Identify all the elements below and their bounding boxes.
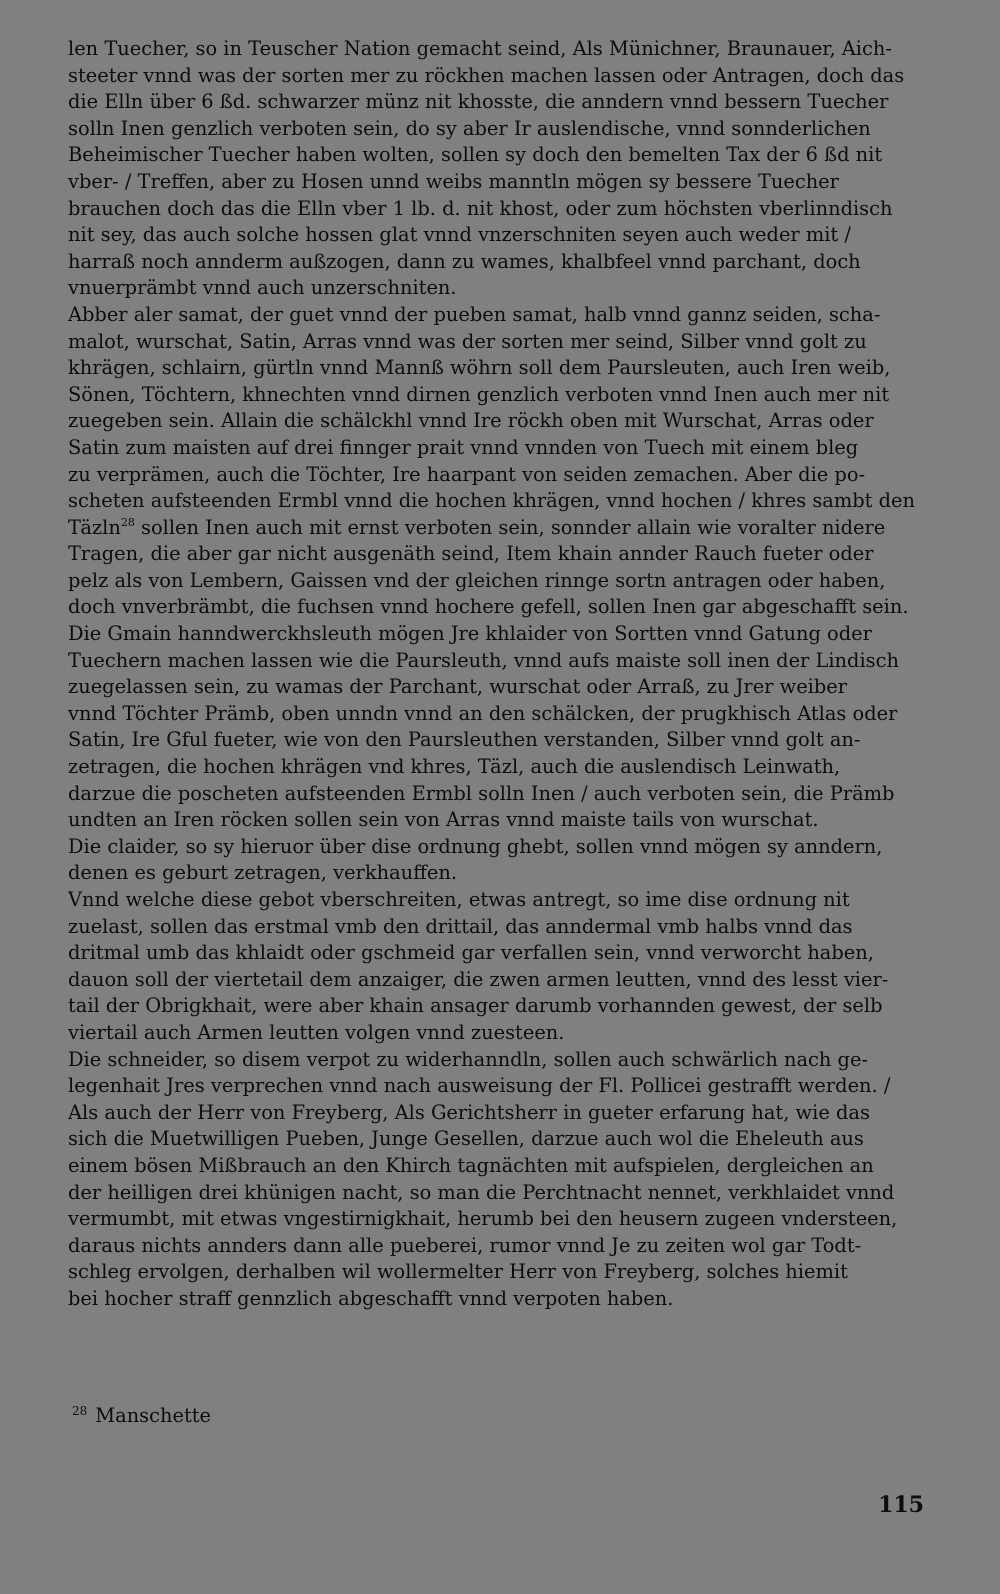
text-line: Tragen, die aber gar nicht ausgenäth seind, Item khain annder Rauch fueter oder xyxy=(68,542,874,566)
paragraph xyxy=(68,834,924,887)
text-line: die Elln über 6 ßd. schwarzer münz nit khosste, die anndern vnnd bessern Tuecher xyxy=(68,90,889,114)
text-line: malot, wurschat, Satin, Arras vnnd was der sorten mer seind, Silber vnnd golt zu xyxy=(68,329,867,353)
text-line: Als auch der Herr von Freyberg, Als Gerichtsherr in gueter erfarung hat, wie das xyxy=(68,1100,870,1124)
body-text xyxy=(68,36,924,1313)
footnote-ref: 28 xyxy=(120,515,135,529)
text-line: Sönen, Töchtern, khnechten vnnd dirnen genzlich verboten vnnd Inen auch mer nit xyxy=(68,382,890,406)
text-line: doch vnverbrämbt, die fuchsen vnnd hochere gefell, sollen Inen gar abgeschafft sein. xyxy=(68,595,909,619)
text-line: brauchen doch das die Elln vber 1 lb. d. nit khost, oder zum höchsten vberlinndisch xyxy=(68,196,893,220)
text-line: Satin, Ire Gful fueter, wie von den Paursleuthen verstanden, Silber vnnd golt an- xyxy=(68,728,861,752)
paragraph xyxy=(68,621,924,834)
text-line: steeter vnnd was der sorten mer zu röckhen machen lassen oder Antragen, doch das xyxy=(68,63,905,87)
text-line: len Tuecher, so in Teuscher Nation gemacht seind, Als Münichner, Braunauer, Aich- xyxy=(68,37,892,60)
text-line-with-footnote xyxy=(68,515,924,542)
text-line: vber- / Treffen, aber zu Hosen unnd weibs manntln mögen sy bessere Tuecher xyxy=(68,169,839,193)
text-line: undten an Iren röcken sollen sein von Arras vnnd maiste tails von wurschat. xyxy=(68,808,819,832)
text-line: Tuechern machen lassen wie die Paursleuth, vnnd aufs maiste soll inen der Lindisch xyxy=(68,648,899,672)
text-line: vermumbt, mit etwas vngestirnigkhait, herumb bei den heusern zugeen vndersteen, xyxy=(68,1207,898,1231)
text-line: zuegelassen sein, zu wamas der Parchant, wurschat oder Arraß, zu Jrer weiber xyxy=(68,675,848,699)
text-line: darzue die poscheten aufsteenden Ermbl solln Inen / auch verboten sein, die Prämb xyxy=(68,781,895,805)
text-line: Satin zum maisten auf drei finnger prait vnnd vnnden von Tuech mit einem bleg xyxy=(68,435,859,459)
text-line: Beheimischer Tuecher haben wolten, sollen sy doch den bemelten Tax der 6 ßd nit xyxy=(68,143,883,167)
text-segment: Täzln xyxy=(68,515,121,539)
text-line: daraus nichts annders dann alle pueberei, rumor vnnd Je zu zeiten wol gar Todt- xyxy=(68,1233,862,1257)
paragraph xyxy=(68,36,924,302)
text-line: der heilligen drei khünigen nacht, so man die Perchtnacht nennet, verkhlaidet vnnd xyxy=(68,1180,895,1204)
paragraph xyxy=(68,302,924,621)
page-number: 115 xyxy=(878,1492,924,1518)
text-line: vnnd Töchter Prämb, oben unndn vnnd an den schälcken, der prugkhisch Atlas oder xyxy=(68,701,898,725)
text-line: nit sey, das auch solche hossen glat vnnd vnzerschniten seyen auch weder mit / xyxy=(68,223,851,247)
text-line: tail der Obrigkhait, were aber khain ansager darumb vorhannden gewest, der selb xyxy=(68,994,883,1018)
text-line: schleg ervolgen, derhalben wil wollermelter Herr von Freyberg, solches hiemit xyxy=(68,1260,848,1284)
text-line: Die schneider, so disem verpot zu widerhanndln, sollen auch schwärlich nach ge- xyxy=(68,1047,868,1071)
text-line: zuegeben sein. Allain die schälckhl vnnd Ire röckh oben mit Wurschat, Arras oder xyxy=(68,409,874,433)
text-line: Vnnd welche diese gebot vberschreiten, etwas antregt, so ime dise ordnung nit xyxy=(68,888,850,911)
text-line: Die Gmain hanndwerckhsleuth mögen Jre khlaider von Sortten vnnd Gatung oder xyxy=(68,622,872,646)
paragraph xyxy=(68,887,924,1047)
text-line: legenhait Jres verprechen vnnd nach ausweisung der Fl. Pollicei gestrafft werden. / xyxy=(68,1074,891,1098)
text-line: denen es geburt zetragen, verkhauffen. xyxy=(68,861,458,885)
text-line: vnuerprämbt vnnd auch unzerschniten. xyxy=(68,276,457,300)
text-line: viertail auch Armen leutten volgen vnnd zuesteen. xyxy=(68,1020,565,1044)
footnote-number: 28 xyxy=(72,1404,88,1418)
text-line: zetragen, die hochen khrägen vnd khres, Täzl, auch die auslendisch Leinwath, xyxy=(68,755,841,779)
text-line: einem bösen Mißbrauch an den Khirch tagnächten mit aufspielen, dergleichen an xyxy=(68,1153,874,1177)
text-line: scheten aufsteenden Ermbl vnnd die hochen khrägen, vnnd hochen / khres sambt den xyxy=(68,489,915,513)
text-line: dritmal umb das khlaidt oder gschmeid gar verfallen sein, vnnd verworcht haben, xyxy=(68,941,874,965)
text-line: Die claider, so sy hieruor über dise ordnung ghebt, sollen vnnd mögen sy anndern, xyxy=(68,834,883,858)
text-line: pelz als von Lembern, Gaissen vnd der gleichen rinnge sortn antragen oder haben, xyxy=(68,568,886,592)
text-line: Abber aler samat, der guet vnnd der pueben samat, halb vnnd gannz seiden, scha- xyxy=(68,302,881,326)
paragraph xyxy=(68,1100,924,1313)
text-line: solln Inen genzlich verboten sein, do sy aber Ir auslendische, vnnd sonnderlichen xyxy=(68,116,871,140)
footnote-text: Manschette xyxy=(95,1404,212,1427)
paragraph xyxy=(68,1047,924,1100)
text-line: zuelast, sollen das erstmal vmb den drittail, das anndermal vmb halbs vnnd das xyxy=(68,914,853,938)
text-line: harraß noch annderm außzogen, dann zu wames, khalbfeel vnnd parchant, doch xyxy=(68,249,861,273)
text-line: khrägen, schlairn, gürtln vnnd Mannß wöhrn soll dem Paursleuten, auch Iren weib, xyxy=(68,356,891,380)
text-segment: sollen Inen auch mit ernst verboten sein, sonnder allain wie voralter nidere xyxy=(141,515,886,539)
text-line: bei hocher straff gennzlich abgeschafft vnnd verpoten haben. xyxy=(68,1286,674,1310)
text-line: sich die Muetwilligen Pueben, Junge Gesellen, darzue auch wol die Eheleuth aus xyxy=(68,1127,864,1151)
text-line: zu verprämen, auch die Töchter, Ire haarpant von seiden zemachen. Aber die po- xyxy=(68,462,866,486)
text-line: dauon soll der viertetail dem anzaiger, die zwen armen leutten, vnnd des lesst vier- xyxy=(68,967,889,991)
footnote xyxy=(72,1398,211,1429)
